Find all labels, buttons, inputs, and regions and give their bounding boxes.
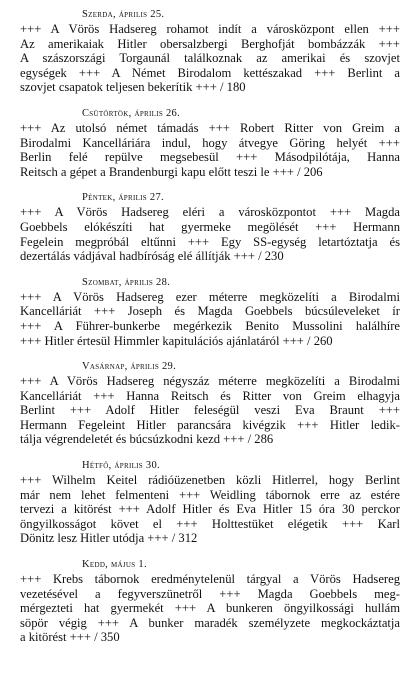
entry-text <box>20 121 400 179</box>
text-line: +++ Krebs tábornok eredménytelenül tárgyal a Vörös Hadsereg <box>20 572 400 587</box>
text-line: egységek +++ A Német Birodalom kettészakad +++ Berlint a <box>20 65 400 80</box>
text-line: Kancelláriát +++ Joseph és Magda Goebbels búcsúleveleket ír <box>20 304 400 319</box>
entry-april-28 <box>20 276 400 348</box>
text-line: öngyilkosságot követ el +++ Holttestüket elégetik +++ Karl <box>20 516 400 531</box>
text-line: +++ Az utolsó német támadás +++ Robert Ritter von Greim a <box>20 120 400 135</box>
text-line: Reitsch a gépet a Brandenburgi kapu előtt teszi le +++ / 206 <box>20 164 323 179</box>
text-line: Az amerikaiak Hitler obersalzbergi Berghofját bombázzák +++ <box>20 36 400 51</box>
text-line: +++ A Führer-bunkerbe megérkezik Benito Mussolini halálhíre <box>20 318 400 333</box>
text-line: +++ A Vörös Hadsereg négyszáz méterre megközelíti a Birodalmi <box>20 374 400 389</box>
chronology-page <box>20 8 400 657</box>
entry-april-27 <box>20 191 400 263</box>
text-line: Hermann Fegeleint Hitler parancsára kivégzik +++ Hitler ledik- <box>20 417 400 432</box>
text-line: Birodalmi Kancelláriára indul, hogy átvegye Göring helyét +++ <box>20 135 400 150</box>
entry-may-1 <box>20 558 400 645</box>
text-line: szovjet csapatok teljesen bekerítik +++ / 180 <box>20 80 246 95</box>
entry-april-25 <box>20 8 400 95</box>
entry-date: Kedd, május 1. <box>82 559 147 571</box>
text-line: tálja végrendeletét és búcsúzkodni kezd +++ / 286 <box>20 432 274 447</box>
text-line: +++ Wilhelm Keitel rádióüzenetben közli Hitlerrel, hogy Berlint <box>20 473 400 488</box>
text-line: +++ A Vörös Hadsereg ezer méterre megközelíti a Birodalmi <box>20 289 400 304</box>
text-line: Kancelláriát +++ Hanna Reitsch és Ritter von Greim elhagyja <box>20 388 400 403</box>
entry-april-26 <box>20 107 400 179</box>
entry-text <box>20 290 400 348</box>
entry-text <box>20 205 400 263</box>
text-line: Fegelein megpróbál eltűnni +++ Egy SS-egység letartóztatja és <box>20 234 400 249</box>
text-line: Goebbels elókészíti hat gyermeke megölését +++ Hermann <box>20 219 400 234</box>
entry-date: Hétfő, április 30. <box>82 460 160 472</box>
text-line: már nem lehet felmenteni +++ Weidling tábornok erre az estére <box>20 487 400 502</box>
entry-date: Csütörtök, április 26. <box>82 107 180 119</box>
entry-text <box>20 374 400 447</box>
text-line: +++ A Vörös Hadsereg eléri a városközpontot +++ Magda <box>20 205 400 220</box>
entry-date: Péntek, április 27. <box>82 192 164 204</box>
text-line: mérgezteti hat gyermekét +++ A bunkeren öngyilkossági hullám <box>20 601 400 616</box>
entry-date: Szerda, április 25. <box>82 9 165 20</box>
text-line: söpör végig +++ A bunker maradék személyzete megkockáztatja <box>20 615 400 630</box>
entry-text <box>20 473 400 546</box>
entry-april-29 <box>20 360 400 447</box>
text-line: +++ A Vörös Hadsereg rohamot indít a városközpont ellen +++ <box>20 22 400 36</box>
text-line: Berlint +++ Adolf Hitler feleségül veszi Eva Braunt +++ <box>20 403 400 418</box>
text-line: +++ Hitler értesül Himmler kapitulációs ajánlatáról +++ / 260 <box>20 333 333 348</box>
text-line: Berlin felé repülve megsebesül +++ Másodpilótája, Hanna <box>20 150 400 165</box>
text-line: a kitörést +++ / 350 <box>20 630 120 645</box>
entry-text <box>20 22 400 95</box>
entry-april-30 <box>20 459 400 546</box>
entry-text <box>20 572 400 645</box>
text-line: Dönitz lesz Hitler utódja +++ / 312 <box>20 531 198 546</box>
text-line: tervezi a kitörést +++ Adolf Hitler és Eva Hitler 15 óra 30 perckor <box>20 502 400 517</box>
entry-date: Szombat, április 28. <box>82 276 171 288</box>
text-line: vezetésével a fegyverszünetről +++ Magda Goebbels meg- <box>20 586 400 601</box>
text-line: A szászországi Torgaunál találkoznak az amerikai és szovjet <box>20 51 400 66</box>
entry-date: Vasárnap, április 29. <box>82 361 177 373</box>
text-line: dezertálás vádjával hadbíróság elé állítják +++ / 230 <box>20 249 284 264</box>
